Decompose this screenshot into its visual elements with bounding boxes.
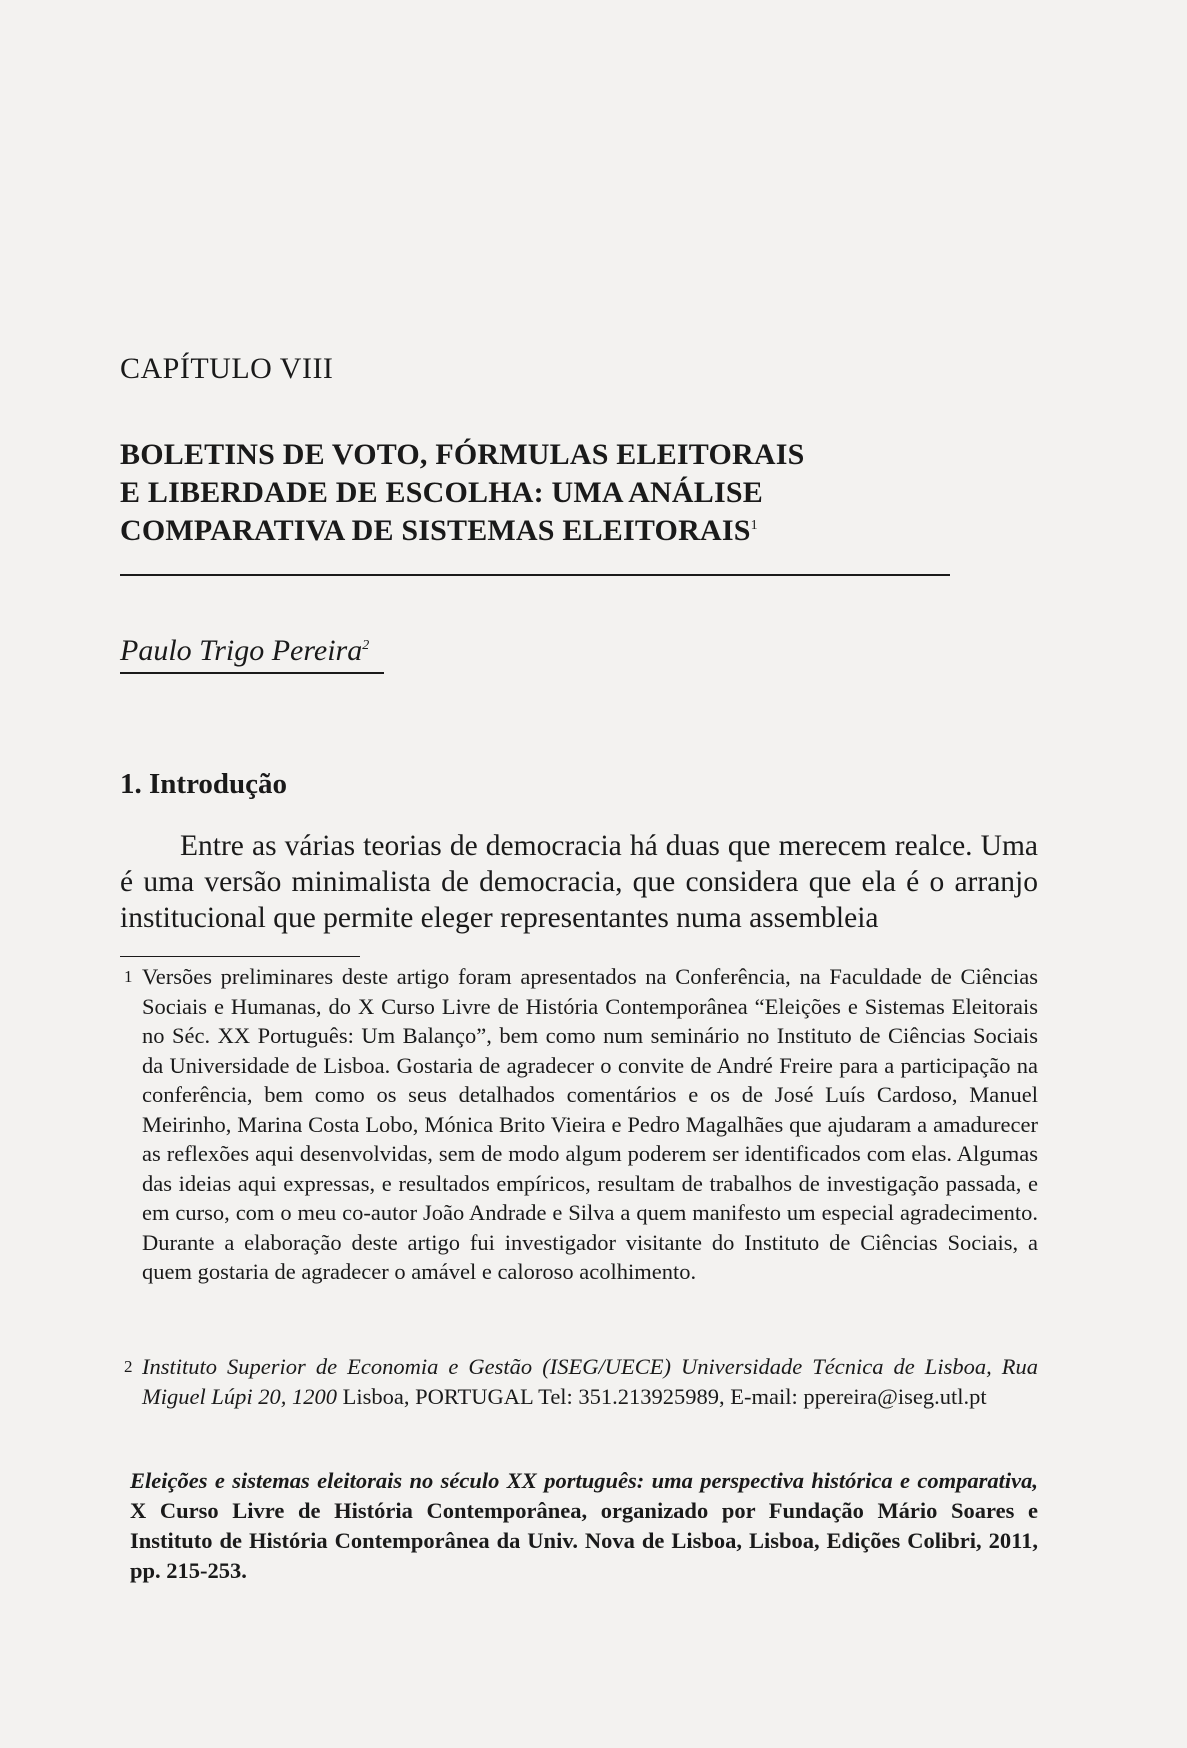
chapter-title xyxy=(120,436,920,550)
title-divider xyxy=(120,574,950,576)
author-underline xyxy=(120,672,384,674)
footnote-2 xyxy=(120,1352,1038,1411)
title-line-3 xyxy=(120,512,920,550)
title-line-2: E LIBERDADE DE ESCOLHA: UMA ANÁLISE xyxy=(120,476,763,509)
section-heading: 1. Introdução xyxy=(120,768,288,800)
footnote-1-mark: 1 xyxy=(124,967,133,986)
footnote-2-institution: Instituto Superior de Economia e Gestão (ISEG/UECE) Universidade Técnica de Lisboa, Rua Miguel Lúpi 20, 1200 xyxy=(142,1354,1038,1409)
citation-details: X Curso Livre de História Contemporânea, organizado por Fundação Mário Soares e Instituto de História Contemporânea da Univ. Nova de Lisboa, Lisboa, Edições Colibri, 2011, pp. 215-253. xyxy=(130,1498,1038,1583)
title-line-1: BOLETINS DE VOTO, FÓRMULAS ELEITORAIS xyxy=(120,438,805,471)
body-paragraph: Entre as várias teorias de democracia há duas que merecem realce. Uma é uma versão minimalista de democracia, que considera que ela é o arranjo institucional que permite eleger representantes numa assembleia xyxy=(120,830,1038,934)
source-citation xyxy=(130,1466,1038,1586)
title-line-3-text: COMPARATIVA DE SISTEMAS ELEITORAIS xyxy=(120,514,751,547)
author-name: Paulo Trigo Pereira xyxy=(120,634,363,667)
footnote-2-text xyxy=(142,1352,1038,1411)
chapter-label: CAPÍTULO VIII xyxy=(120,352,334,385)
footnote-1 xyxy=(120,962,1038,1287)
footnote-2-mark: 2 xyxy=(124,1357,133,1376)
title-footnote-mark: 1 xyxy=(750,518,758,533)
author-line xyxy=(120,634,369,668)
footnote-1-text: Versões preliminares deste artigo foram apresentados na Conferência, na Faculdade de Ciências Sociais e Humanas, do X Curso Livre de História Contemporânea “Eleições e Sistemas Eleitorais no Séc. XX Português: Um Balanço”, bem como num seminário no Instituto de Ciências Sociais da Universidade de Lisboa. Gostaria de agradecer o convite de André Freire para a participação na conferência, bem como os seus detalhados comentários e os de José Luís Cardoso, Manuel Meirinho, Marina Costa Lobo, Mónica Brito Vieira e Pedro Magalhães que ajudaram a amadurecer as reflexões aqui desenvolvidas, sem de modo algum poderem ser identificados com elas. Algumas das ideias aqui expressas, e resultados empíricos, resultam de trabalhos de investigação passada, e em curso, com o meu co-autor João Andrade e Silva a quem manifesto um especial agradecimento. Durante a elaboração deste artigo fui investigador visitante do Instituto de Ciências Sociais, a quem gostaria de agradecer o amável e caloroso acolhimento. xyxy=(142,964,1038,1284)
page xyxy=(120,0,1040,1748)
author-footnote-mark: 2 xyxy=(362,638,370,653)
footnote-divider xyxy=(120,956,360,957)
footnote-2-contact: Lisboa, PORTUGAL Tel: 351.213925989, E-mail: ppereira@iseg.utl.pt xyxy=(337,1383,987,1409)
citation-book-title: Eleições e sistemas eleitorais no século XX português: uma perspectiva histórica e comparativa, xyxy=(130,1468,1038,1493)
